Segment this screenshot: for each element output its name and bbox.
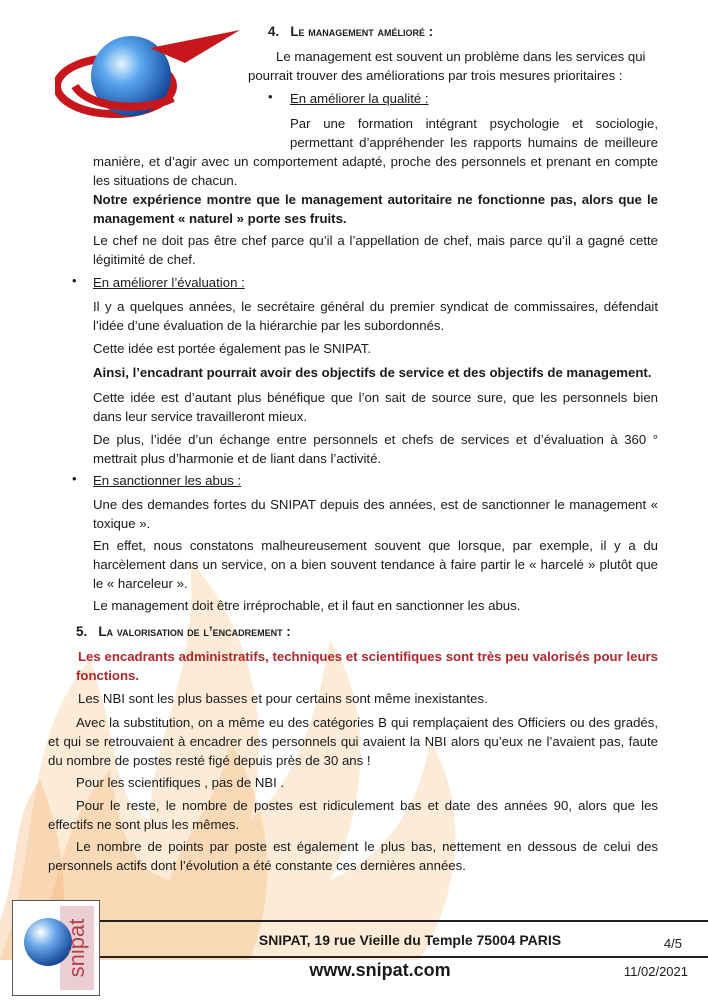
eval-p3: Ainsi, l’encadrant pourrait avoir des objectifs de service et des objectifs de management. (93, 365, 652, 380)
eval-p5: De plus, l’idée d’un échange entre personnels et chefs de services et d’évaluation à 360 ° mettrait plus d’harmonie et de liant dans l’activité. (93, 432, 658, 466)
section-5-p2: Avec la substitution, on a même eu des catégories B qui remplaçaient des Officiers ou des gradés, et qui se retrouvaient à encadrer des personnels qui avaient la NBI alors qu’eux ne l’avaient pas, faute du nombre de postes resté figé depuis près de 30 ans ! (48, 715, 658, 768)
footer-page-number: 4/5 (663, 936, 682, 951)
bullet-dot-icon: • (72, 273, 77, 288)
intro-line-1: Le management est souvent un problème dans les services qui (276, 49, 646, 64)
bullet-dot-icon: • (72, 471, 77, 486)
section-5-p3: Pour les scientifiques , pas de NBI . (76, 775, 285, 790)
quality-line-3: manière, et d’agir avec un comportement adapté, proche des personnels et prenant en compte les situations de chacun. (93, 154, 658, 188)
footer-address: SNIPAT, 19 rue Vieille du Temple 75004 PARIS (258, 932, 562, 948)
footer-website-link[interactable]: www.snipat.com (309, 960, 451, 980)
header-logo (55, 18, 245, 133)
bullet-quality-label: En améliorer la qualité : (290, 91, 429, 106)
bullet-dot-icon: • (268, 89, 273, 104)
eval-p1: Il y a quelques années, le secrétaire général du premier syndicat de commissaires, défendait l’idée d’une évaluation de la hiérarchie par les subordonnés. (93, 299, 658, 333)
section-number: 5. (76, 624, 88, 639)
section-4-heading (268, 22, 433, 41)
bullet-abus-label: En sanctionner les abus : (93, 473, 242, 488)
section-title: Le management amélioré : (290, 24, 434, 39)
footer-rule-middle (100, 956, 708, 958)
quality-p3: Le chef ne doit pas être chef parce qu’il a l’appellation de chef, mais parce qu’il a gagné cette légitimité de chef. (93, 233, 658, 267)
footer-rule-top (100, 920, 708, 922)
eval-p4: Cette idée est d’autant plus bénéfique que l’on sait de source sure, que les personnels bien dans leur service travailleront mieux. (93, 390, 658, 424)
section-5-p4: Pour le reste, le nombre de postes est ridiculement bas et date des années 90, alors que les effectifs ne sont plus les mêmes. (48, 798, 658, 832)
section-5-p1: Les NBI sont les plus basses et pour certains sont même inexistantes. (78, 691, 488, 706)
footer-logo-text: snipat (64, 918, 89, 978)
quality-line-1: Par une formation intégrant psychologie et sociologie, (290, 116, 658, 131)
section-5-lead: Les encadrants administratifs, techniques et scientifiques sont très peu valorisés pour leurs fonctions. (76, 649, 658, 683)
section-5-heading (76, 622, 291, 641)
eval-p2: Cette idée est portée également pas le SNIPAT. (93, 341, 372, 356)
abus-p1: Une des demandes fortes du SNIPAT depuis des années, est de sanctionner le management « toxique ». (93, 497, 658, 531)
quality-p2: Notre expérience montre que le management autoritaire ne fonctionne pas, alors que le management « naturel » porte ses fruits. (93, 192, 658, 226)
footer-logo (12, 900, 100, 996)
section-5-p5: Le nombre de points par poste est également le plus bas, nettement en dessous de celui des personnels actifs dont l’évolution a été constante ces dernières années. (48, 839, 658, 873)
abus-p3: Le management doit être irréprochable, et il faut en sanctionner les abus. (93, 598, 521, 613)
section-title: La valorisation de l’encadrement : (98, 624, 291, 639)
intro-line-2: pourrait trouver des améliorations par trois mesures prioritaires : (248, 68, 623, 83)
footer-date: 11/02/2021 (623, 964, 688, 979)
abus-p2: En effet, nous constatons malheureusement souvent que lorsque, par exemple, il y a du harcèlement dans un service, on a bien souvent tendance à faire partir le « harcelé » plutôt que le « harceleur ». (93, 538, 658, 591)
bullet-eval-label: En améliorer l’évaluation : (93, 275, 245, 290)
section-number: 4. (268, 24, 280, 39)
quality-line-2: permettant d’appréhender les rapports humains de meilleure (290, 135, 658, 150)
